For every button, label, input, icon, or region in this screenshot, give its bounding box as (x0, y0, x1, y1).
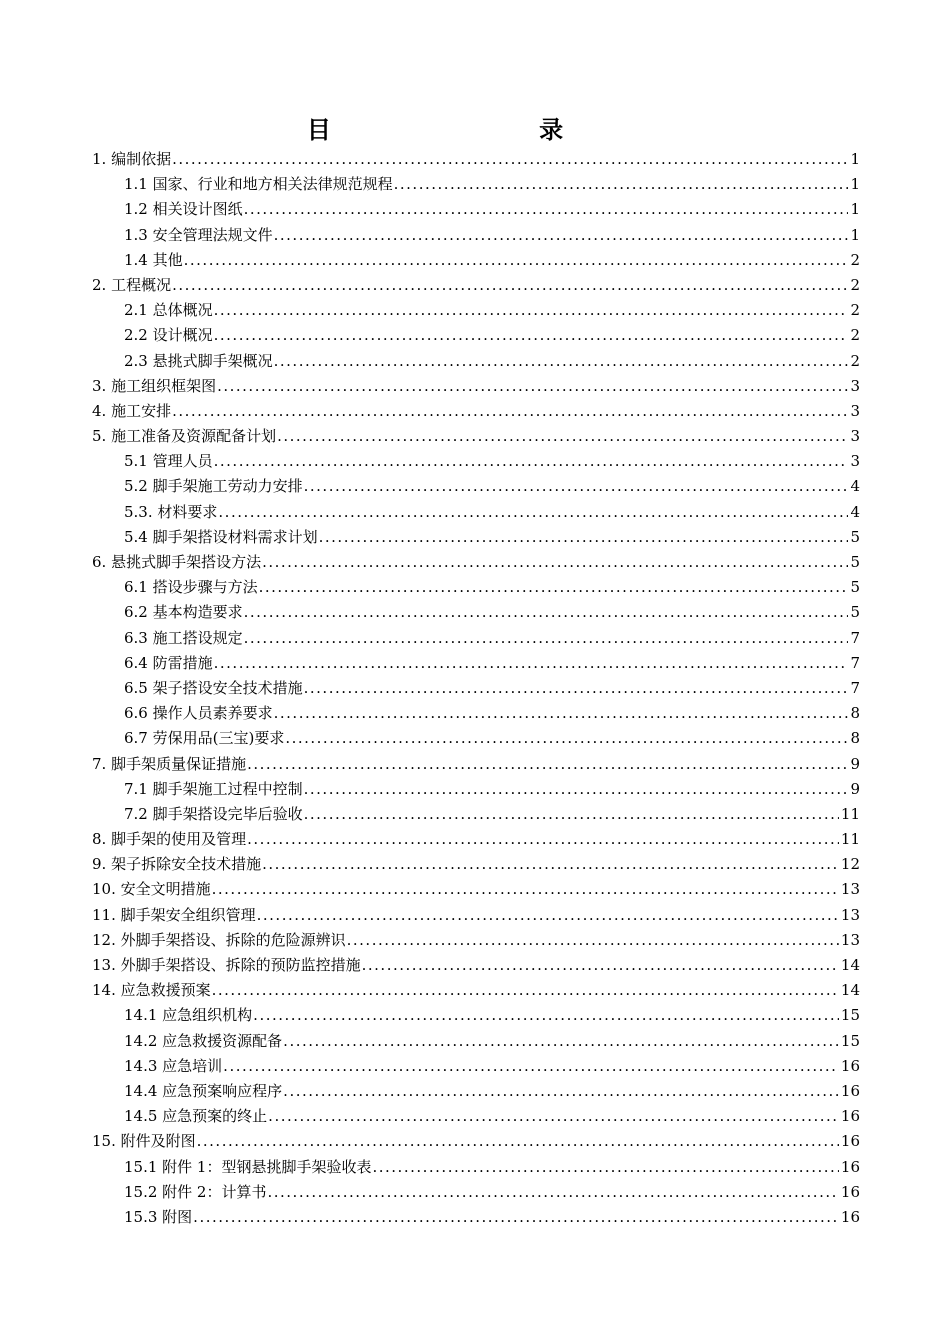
toc-entry-text: 7. 脚手架质量保证措施 (92, 754, 247, 773)
toc-entry-text: 6.1 搭设步骤与方法 (124, 578, 258, 597)
toc-dot-leader (214, 298, 849, 323)
table-of-contents (92, 147, 860, 1230)
toc-entry[interactable] (92, 197, 860, 222)
toc-page-number: 13 (840, 930, 860, 949)
toc-entry-text: 1.3 安全管理法规文件 (124, 225, 273, 244)
toc-page-number: 2 (850, 301, 860, 320)
toc-entry[interactable] (92, 374, 860, 399)
toc-entry-text: 14.2 应急救援资源配备 (124, 1031, 283, 1050)
toc-page-number: 1 (850, 150, 860, 168)
toc-entry[interactable] (92, 223, 860, 248)
toc-entry-text: 14.5 应急预案的终止 (124, 1107, 268, 1126)
toc-page-number: 7 (850, 653, 860, 672)
toc-page-number: 16 (840, 1132, 860, 1151)
toc-dot-leader (212, 877, 839, 902)
toc-entry-text: 10. 安全文明措施 (92, 880, 211, 899)
toc-page-number: 9 (850, 779, 860, 798)
toc-entry-text: 2.1 总体概况 (124, 301, 213, 320)
toc-entry-text: 7.2 脚手架搭设完毕后验收 (124, 804, 303, 823)
toc-page-number: 5 (850, 578, 860, 597)
toc-page-number: 12 (840, 855, 860, 874)
toc-entry[interactable] (92, 903, 860, 928)
toc-entry-text: 2. 工程概况 (92, 275, 172, 294)
toc-dot-leader (244, 626, 849, 651)
toc-entry-text: 6.5 架子搭设安全技术措施 (124, 678, 303, 697)
toc-page-number: 1 (850, 175, 860, 194)
toc-entry[interactable] (92, 726, 860, 751)
toc-entry[interactable] (92, 777, 860, 802)
toc-entry-text: 15. 附件及附图 (92, 1132, 196, 1151)
toc-page-number: 3 (850, 427, 860, 446)
toc-entry[interactable] (92, 575, 860, 600)
toc-dot-leader (372, 1155, 838, 1180)
toc-page-number: 16 (840, 1107, 860, 1126)
toc-dot-leader (244, 600, 849, 625)
toc-entry[interactable] (92, 928, 860, 953)
toc-entry-text: 3. 施工组织框架图 (92, 376, 217, 395)
toc-page-number: 16 (840, 1182, 860, 1201)
toc-dot-leader (244, 197, 849, 222)
toc-page-number: 5 (850, 553, 860, 571)
toc-page-number: 11 (840, 804, 860, 823)
toc-entry-text: 14.1 应急组织机构 (124, 1006, 253, 1025)
toc-entry[interactable] (92, 877, 860, 902)
toc-entry[interactable] (92, 1029, 860, 1054)
toc-dot-leader (304, 676, 849, 701)
toc-page-number: 8 (850, 729, 860, 748)
toc-entry[interactable] (92, 1003, 860, 1028)
toc-entry-text: 5.2 脚手架施工劳动力安排 (124, 477, 303, 496)
toc-page-number: 14 (840, 981, 860, 1000)
toc-dot-leader (262, 550, 848, 575)
toc-entry-text: 6.7 劳保用品(三宝)要求 (124, 729, 285, 748)
toc-dot-leader (212, 978, 839, 1003)
toc-entry[interactable] (92, 626, 860, 651)
toc-page-number: 16 (840, 1056, 860, 1075)
toc-dot-leader (197, 1129, 839, 1154)
toc-entry-text: 13. 外脚手架搭设、拆除的预防监控措施 (92, 956, 361, 974)
toc-title: 目 录 (306, 116, 664, 144)
toc-entry[interactable] (92, 1129, 860, 1154)
toc-entry-text: 2.3 悬挑式脚手架概况 (124, 351, 273, 370)
toc-entry-text: 8. 脚手架的使用及管理 (92, 830, 247, 849)
toc-entry[interactable] (92, 1054, 860, 1079)
toc-entry[interactable] (92, 1205, 860, 1230)
toc-page-number: 11 (840, 830, 860, 849)
toc-entry-text: 15.3 附图 (124, 1207, 193, 1226)
toc-page-number: 15 (840, 1006, 860, 1025)
toc-entry-text: 5.3. 材料要求 (124, 502, 218, 521)
toc-dot-leader (394, 172, 849, 197)
toc-dot-leader (285, 726, 848, 751)
toc-dot-leader (223, 1054, 839, 1079)
toc-dot-leader (268, 1104, 839, 1129)
toc-entry-text: 4. 施工安排 (92, 401, 172, 420)
toc-entry[interactable] (92, 752, 860, 777)
toc-page-number: 15 (840, 1031, 860, 1050)
toc-entry-text: 12. 外脚手架搭设、拆除的危险源辨识 (92, 930, 346, 949)
toc-entry-text: 6.3 施工搭设规定 (124, 628, 243, 647)
toc-entry-text: 14.4 应急预案响应程序 (124, 1081, 283, 1100)
toc-entry[interactable] (92, 323, 860, 348)
toc-entry[interactable] (92, 449, 860, 474)
toc-dot-leader (172, 273, 848, 298)
toc-entry-text: 15.1 附件 1：型钢悬挑脚手架验收表 (124, 1157, 372, 1176)
toc-entry-text: 2.2 设计概况 (124, 326, 213, 345)
toc-dot-leader (362, 953, 839, 978)
toc-dot-leader (283, 1079, 839, 1104)
toc-dot-leader (214, 449, 849, 474)
toc-entry[interactable] (92, 978, 860, 1003)
toc-entry[interactable] (92, 550, 860, 575)
toc-entry[interactable] (92, 298, 860, 323)
toc-page-number: 3 (850, 452, 860, 471)
toc-dot-leader (214, 651, 849, 676)
toc-page-number: 2 (850, 250, 860, 269)
toc-entry[interactable] (92, 1079, 860, 1104)
toc-dot-leader (319, 525, 849, 550)
toc-entry[interactable] (92, 676, 860, 701)
toc-entry-text: 9. 架子拆除安全技术措施 (92, 855, 262, 874)
toc-dot-leader (172, 147, 848, 172)
toc-dot-leader (247, 752, 848, 777)
toc-entry-text: 6.4 防雷措施 (124, 653, 213, 672)
toc-entry[interactable] (92, 600, 860, 625)
toc-page-number: 7 (850, 628, 860, 647)
toc-page-number: 1 (850, 200, 860, 219)
toc-dot-leader (304, 802, 839, 827)
toc-entry[interactable] (92, 852, 860, 877)
toc-dot-leader (193, 1205, 839, 1230)
toc-entry[interactable] (92, 802, 860, 827)
toc-entry-text: 5.1 管理人员 (124, 452, 213, 471)
toc-dot-leader (257, 903, 839, 928)
toc-dot-leader (274, 349, 849, 374)
toc-dot-leader (184, 248, 849, 273)
toc-page-number: 3 (850, 401, 860, 420)
toc-dot-leader (274, 701, 849, 726)
toc-entry-text: 1.1 国家、行业和地方相关法律规范规程 (124, 175, 393, 194)
toc-dot-leader (247, 827, 839, 852)
toc-page-number: 16 (840, 1081, 860, 1100)
toc-entry-text: 5.4 脚手架搭设材料需求计划 (124, 527, 318, 546)
toc-dot-leader (253, 1003, 839, 1028)
toc-page-number: 2 (850, 326, 860, 345)
toc-page-number: 2 (850, 351, 860, 370)
toc-dot-leader (218, 500, 848, 525)
toc-dot-leader (304, 474, 849, 499)
toc-entry[interactable] (92, 701, 860, 726)
toc-page-number: 9 (850, 754, 860, 773)
toc-entry[interactable] (92, 525, 860, 550)
toc-dot-leader (172, 399, 848, 424)
toc-entry[interactable] (92, 500, 860, 525)
toc-dot-leader (283, 1029, 839, 1054)
toc-entry[interactable] (92, 399, 860, 424)
toc-page-number: 13 (840, 905, 860, 924)
toc-entry[interactable] (92, 248, 860, 273)
toc-entry[interactable] (92, 1155, 860, 1180)
toc-entry[interactable] (92, 147, 860, 172)
toc-page-number: 16 (840, 1157, 860, 1176)
toc-page-number: 13 (840, 880, 860, 899)
toc-dot-leader (347, 928, 839, 953)
toc-page-number: 1 (850, 225, 860, 244)
toc-entry-text: 1.4 其他 (124, 250, 183, 269)
toc-page-number: 4 (850, 502, 860, 521)
toc-dot-leader (267, 1180, 838, 1205)
toc-entry-text: 15.2 附件 2：计算书 (124, 1182, 267, 1201)
toc-dot-leader (277, 424, 848, 449)
toc-entry-text: 14. 应急救援预案 (92, 981, 211, 1000)
toc-entry-text: 1.2 相关设计图纸 (124, 200, 243, 219)
toc-page-number: 8 (850, 704, 860, 723)
toc-dot-leader (274, 223, 849, 248)
toc-page-number: 3 (850, 376, 860, 395)
toc-entry[interactable] (92, 424, 860, 449)
toc-entry-text: 6.6 操作人员素养要求 (124, 704, 273, 723)
toc-entry-text: 6.2 基本构造要求 (124, 603, 243, 622)
toc-page-number: 5 (850, 527, 860, 546)
toc-page-number: 14 (840, 956, 860, 974)
toc-entry-text: 6. 悬挑式脚手架搭设方法 (92, 553, 262, 571)
toc-entry[interactable] (92, 273, 860, 298)
toc-page-number: 16 (840, 1207, 860, 1226)
toc-page-number: 5 (850, 603, 860, 622)
toc-entry[interactable] (92, 474, 860, 499)
toc-entry-text: 1. 编制依据 (92, 150, 172, 168)
toc-entry-text: 14.3 应急培训 (124, 1056, 223, 1075)
toc-entry[interactable] (92, 1104, 860, 1129)
toc-entry-text: 5. 施工准备及资源配备计划 (92, 427, 277, 446)
toc-entry[interactable] (92, 1180, 860, 1205)
toc-entry[interactable] (92, 349, 860, 374)
toc-entry-text: 7.1 脚手架施工过程中控制 (124, 779, 303, 798)
toc-page-number: 4 (850, 477, 860, 496)
toc-dot-leader (262, 852, 839, 877)
toc-entry[interactable] (92, 172, 860, 197)
toc-page-number: 2 (850, 275, 860, 294)
toc-entry[interactable] (92, 651, 860, 676)
toc-dot-leader (217, 374, 848, 399)
toc-entry-text: 11. 脚手架安全组织管理 (92, 905, 256, 924)
toc-dot-leader (259, 575, 849, 600)
toc-entry[interactable] (92, 827, 860, 852)
toc-entry[interactable] (92, 953, 860, 978)
toc-dot-leader (214, 323, 849, 348)
toc-dot-leader (304, 777, 849, 802)
toc-page-number: 7 (850, 678, 860, 697)
